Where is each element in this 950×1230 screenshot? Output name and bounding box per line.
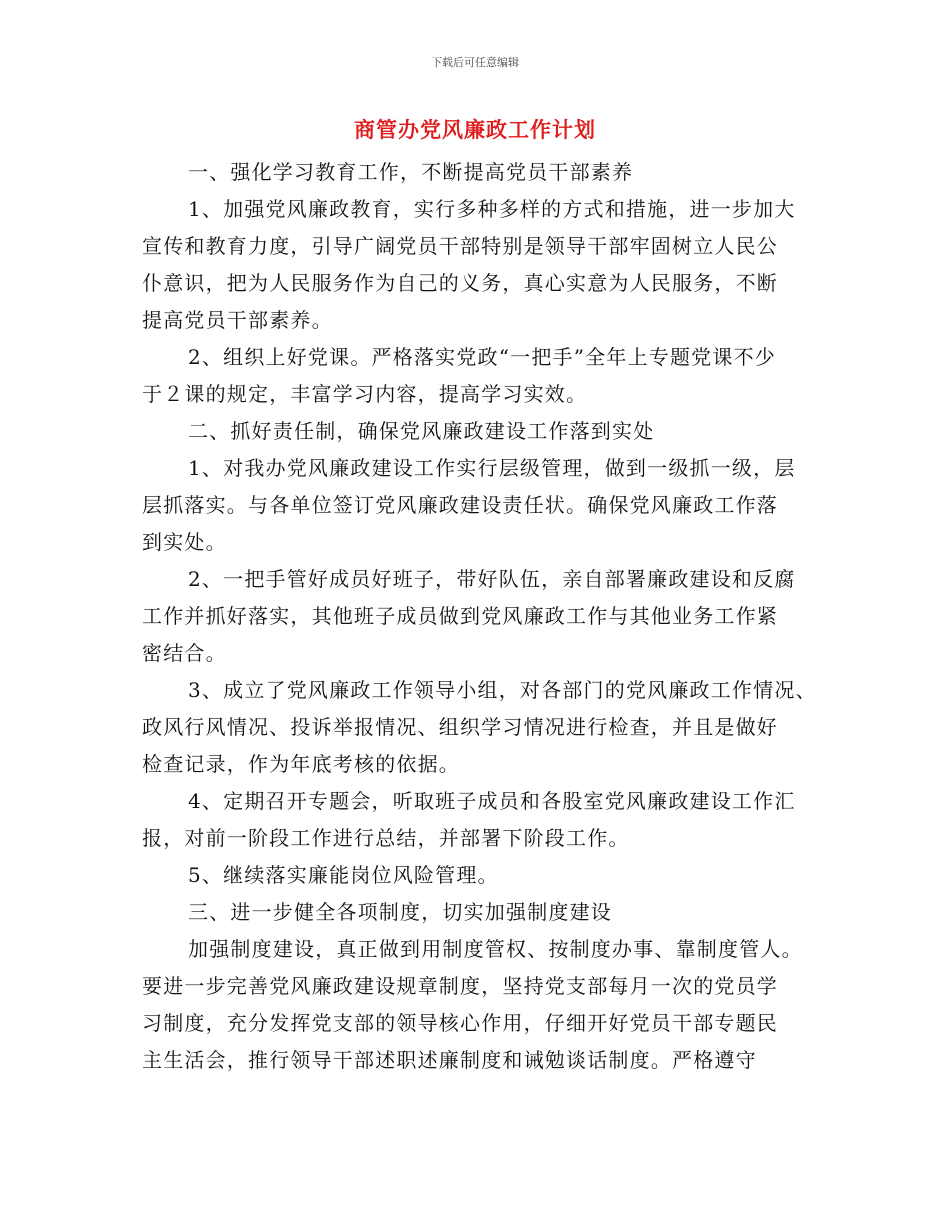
text-line: 三、进一步健全各项制度，切实加强制度建设: [188, 900, 612, 924]
text-line: 二、抓好责任制，确保党风廉政建设工作落到实处: [188, 419, 655, 443]
text-line: 2、组织上好党课。严格落实党政“一把手”全年上专题党课不少: [188, 345, 776, 369]
text-line: 密结合。: [142, 641, 227, 665]
text-line: 要进一步完善党风廉政建设规章制度，坚持党支部每月一次的党员学: [142, 974, 778, 998]
page-header-note: 下载后可任意编辑: [431, 56, 519, 69]
text-line: 3、成立了党风廉政工作领导小组，对各部门的党风廉政工作情况、: [188, 678, 817, 702]
text-line: 政风行风情况、投诉举报情况、组织学习情况进行检查，并且是做好: [142, 715, 778, 739]
text-line: 一、强化学习教育工作，不断提高党员干部素养: [188, 160, 634, 184]
text-line: 于２课的规定，丰富学习内容，提高学习实效。: [142, 382, 588, 406]
text-line: 1、对我办党风廉政建设工作实行层级管理，做到一级抓一级，层: [188, 456, 796, 480]
text-line: 工作并抓好落实，其他班子成员做到党风廉政工作与其他业务工作紧: [142, 604, 778, 628]
text-line: 加强制度建设，真正做到用制度管权、按制度办事、靠制度管人。: [188, 937, 803, 961]
text-line: 检查记录，作为年底考核的依据。: [142, 752, 460, 776]
text-line: 2、一把手管好成员好班子，带好队伍，亲自部署廉政建设和反腐: [188, 567, 796, 591]
text-line: 主生活会，推行领导干部述职述廉制度和诫勉谈话制度。严格遵守: [142, 1048, 757, 1072]
text-line: 层抓落实。与各单位签订党风廉政建设责任状。确保党风廉政工作落: [142, 493, 778, 517]
document-body: [142, 154, 822, 1079]
text-line: 报，对前一阶段工作进行总结，并部署下阶段工作。: [142, 826, 630, 850]
document-title: 商管办党风廉政工作计划: [354, 118, 596, 142]
text-line: 习制度，充分发挥党支部的领导核心作用，仔细开好党员干部专题民: [142, 1011, 778, 1035]
text-line: 1、加强党风廉政教育，实行多种多样的方式和措施，进一步加大: [188, 197, 796, 221]
text-line: 4、定期召开专题会，听取班子成员和各股室党风廉政建设工作汇: [188, 789, 796, 813]
text-line: 到实处。: [142, 530, 227, 554]
text-line: 宣传和教育力度，引导广阔党员干部特别是领导干部牢固树立人民公: [142, 234, 778, 258]
text-line: 5、继续落实廉能岗位风险管理。: [188, 863, 499, 887]
text-line: 提高党员干部素养。: [142, 308, 333, 332]
text-line: 仆意识，把为人民服务作为自己的义务，真心实意为人民服务，不断: [142, 271, 778, 295]
